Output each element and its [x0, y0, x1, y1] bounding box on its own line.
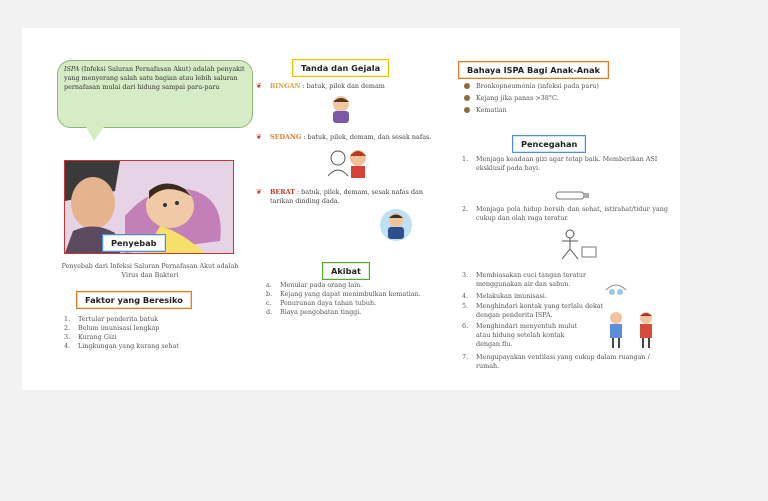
- bahaya-title: Bahaya ISPA Bagi Anak-Anak: [458, 61, 609, 79]
- heart-icon: ❦: [256, 82, 262, 90]
- list-item: d. Biaya pengobatan tinggi.: [266, 308, 362, 316]
- intro-text: (Infeksi Saluran Pernafasan Akut) adalah penyakit yang menyerang salah satu bagian atau lebih saluran pernafasan mulai dari hidung sampai paru-paru: [64, 65, 245, 92]
- list-item: Kematian: [464, 106, 664, 115]
- akibat-title: Akibat: [322, 262, 370, 280]
- faktor-title: Faktor yang Beresiko: [76, 291, 192, 309]
- list-item: 2. Belum imunisasi lengkap: [64, 324, 160, 332]
- bullet-icon: [464, 107, 470, 113]
- gejala-title: Tanda dan Gejala: [292, 59, 389, 77]
- column-left: [22, 28, 245, 390]
- column-right: [458, 28, 678, 390]
- heart-icon: ❦: [256, 133, 262, 141]
- list-item: 5. Menghindari kontak yang terlalu dekat dengan penderita ISPA.: [462, 302, 604, 319]
- penyebab-title: Penyebab: [102, 234, 166, 252]
- bullet-icon: [464, 83, 470, 89]
- list-item: 1. Tertular penderita batuk: [64, 315, 159, 323]
- list-item: 4. Lingkungan yang kurang sehat: [64, 342, 179, 350]
- sick-boy-icon: [376, 208, 416, 242]
- gejala-ringan: ❦ RINGAN : batuk, pilek dan demam: [256, 82, 385, 90]
- heart-icon: ❦: [256, 188, 262, 196]
- bullet-icon: [464, 95, 470, 101]
- intro-bubble: [57, 60, 253, 128]
- list-item: 1. Menjaga keadaan gizi agar tetap baik. Memberikan ASI eksklusif pada bayi.: [462, 155, 658, 172]
- list-item: 6. Menghindari menyentuh mulut atau hidung setelah kontak dengan flu.: [462, 322, 578, 348]
- pencegahan-title: Pencegahan: [512, 135, 586, 153]
- list-item: 3. Kurang Gizi: [64, 333, 117, 341]
- sick-child-icon: [326, 94, 356, 124]
- coughing-people-icon: [328, 146, 368, 180]
- list-item: 4. Melakukan imunisasi.: [462, 292, 547, 300]
- list-item: 7. Mengupayakan ventilasi yang cukup dalam ruangan / rumah.: [462, 353, 650, 370]
- list-item: b. Kejang yang dapat menimbulkan kematian.: [266, 290, 421, 298]
- brochure-page: [22, 28, 680, 390]
- list-item: Bronkopneumonia (infeksi pada paru): [464, 82, 664, 91]
- two-kids-icon: [604, 310, 660, 350]
- list-item: 2. Menjaga pola hidup bersih dan sehat, istirahat/tidur yang cukup dan olah raga teratur.: [462, 205, 668, 222]
- list-item: c. Penurunan daya tahan tubuh.: [266, 299, 377, 307]
- intro-term: ISPA: [64, 65, 80, 73]
- faktor-list: [64, 315, 234, 351]
- gejala-berat: ❦ BERAT : batuk, pilek, demam, sesak nafas dan tarikan dinding dada.: [256, 188, 423, 206]
- bahaya-list: [464, 82, 664, 115]
- akibat-list: [266, 281, 456, 317]
- handwash-icon: [604, 280, 628, 296]
- column-middle: [250, 28, 450, 390]
- list-item: 3. Membiasakan cuci tangan teratur menggunakan air dan sabun.: [462, 271, 587, 288]
- penyebab-text: Penyebab dari Infeksi Saluran Pernafasan Akut adalah Virus dan Bakteri: [61, 262, 239, 279]
- list-item: Kejang jika panas >38°C.: [464, 94, 664, 103]
- gejala-sedang: ❦ SEDANG : batuk, pilek, demam, dan sesak nafas.: [256, 133, 432, 141]
- exercise-icon: [554, 227, 598, 261]
- list-item: a. Menular pada orang lain.: [266, 281, 363, 289]
- bottle-icon: [554, 188, 590, 202]
